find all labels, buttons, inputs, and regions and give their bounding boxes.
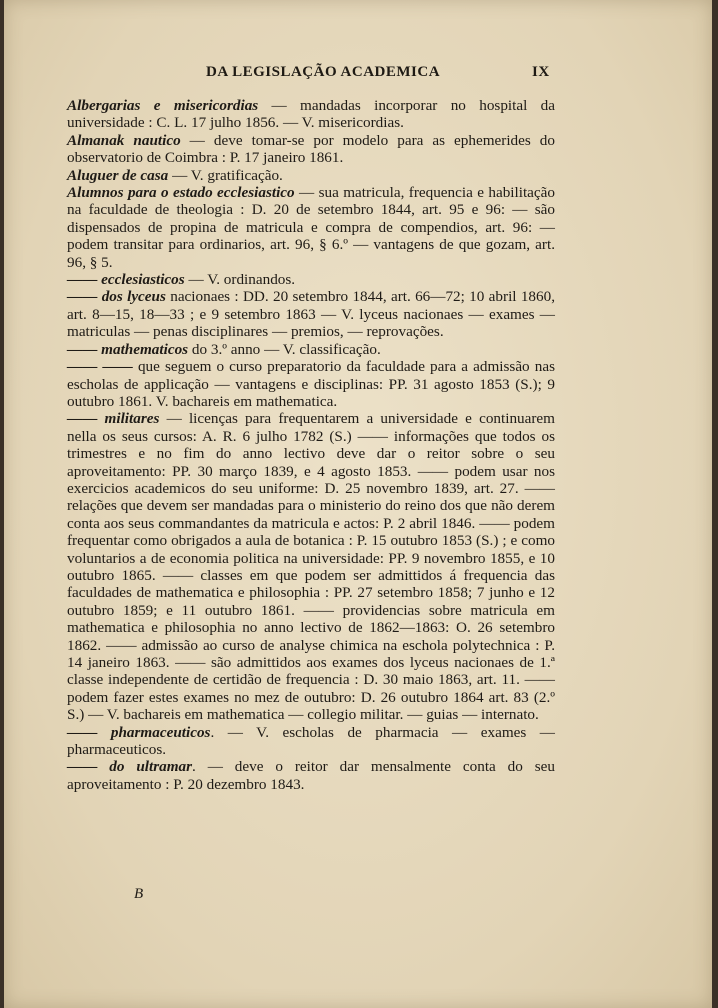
entry-text: nacionaes : DD. 20 setembro 1844, art. 66—72; 10 abril 1860, art. 8—15, 18—33 ; e 9 setembro 1863 — V. lyceus nacionaes — exames — matriculas — penas disciplinares — premios, — reprovações. [67, 288, 555, 341]
index-entry [67, 184, 555, 271]
index-entry [67, 97, 555, 132]
page-number: IX [532, 64, 550, 80]
entry-text: — sua matricula, frequencia e habilitação na faculdade de theologia : D. 20 de setembro 1844, art. 95 e 96: — são dispensados de propina de matricula e compra de compendios, art. 96: — podem transitar para ordinarios, art. 96, § 6.º — vantagens de que gozam, art. 96, § 5. [67, 184, 555, 271]
entry-text: — licenças para frequentarem a universidade e continuarem nella os seus cursos: A. R. 6 julho 1782 (S.) —— informações que todos os trimestres e no fim do anno lectivo deve dar o reitor sobre o seu aproveitamento: PP. 30 março 1839, e 4 agosto 1853. —— podem usar nos exercicios academicos do seu uniforme: D. 25 novembro 1839, art. 27. —— relações que devem ser mandadas para o ministerio do reino dos que não derem conta aos seus commandantes da matricula e actos: P. 2 abril 1846. —— podem frequentar como obrigados a aula de botanica : P. 15 outubro 1853 (S.) ; e como voluntarios a de economia politica na universidade: PP. 9 novembro 1855, e 10 outubro 1865. —— classes em que podem ser admittidos á frequencia das faculdades de mathematica e philosophia : PP. 27 setembro 1858; 7 junho e 12 outubro 1859; e 11 outubro 1861. —— providencias sobre matricula em mathematica e philosophia no anno lectivo de 1862—1863: O. 26 setembro 1862. —— admissão ao curso de analyse chimica na eschola polytechnica : P. 14 janeiro 1863. —— são admittidos aos exames dos lyceus nacionaes de 1.ª classe independente de certidão de frequencia : D. 30 maio 1863, art. 11. —— podem fazer estes exames no mez de outubro: D. 26 outubro 1864 art. 83 (2.º S.) — V. bachareis em mathematica — collegio militar. — guias — internato. [67, 410, 555, 724]
entry-text: — V. ordinandos. [184, 271, 296, 289]
entry-term: Aluguer de casa [67, 166, 169, 184]
index-entry [67, 358, 555, 410]
index-entry [67, 271, 555, 288]
index-entry [67, 167, 555, 184]
index-entry [67, 410, 555, 723]
entry-text: — mandadas incorporar no hospital da universidade : C. L. 17 julho 1856. — V. misericordias. [67, 97, 555, 132]
book-page [4, 0, 712, 1008]
index-entry [67, 724, 555, 759]
entry-term: —— dos lyceus [67, 288, 166, 306]
entry-text: — deve tomar-se por modelo para as ephemerides do observatorio de Coimbra : P. 17 janeiro 1861. [67, 131, 555, 167]
entry-term: —— —— [67, 358, 133, 376]
entry-text: . — V. escholas de pharmacia — exames — pharmaceuticos. [67, 723, 555, 759]
entry-term: Albergarias e misericordias [67, 97, 259, 114]
index-entry [67, 132, 555, 167]
entry-term: Almanak nautico [67, 131, 181, 149]
entry-term: —— ecclesiasticos [67, 271, 185, 289]
index-entry [67, 341, 555, 358]
entry-term: —— militares [67, 410, 160, 428]
entry-text: — V. gratificação. [168, 166, 283, 184]
entry-text: . — deve o reitor dar mensalmente conta do seu aproveitamento : P. 20 dezembro 1843. [67, 758, 555, 793]
entry-term: —— do ultramar [67, 758, 193, 776]
index-entry [67, 288, 555, 340]
index-entry [67, 758, 555, 793]
running-title: DA LEGISLAÇÃO ACADEMICA [206, 64, 441, 80]
signature-mark: B [134, 886, 144, 902]
entry-term: —— pharmaceuticos [67, 723, 211, 741]
running-header [4, 64, 712, 86]
entry-text: do 3.º anno — V. classificação. [188, 340, 381, 358]
index-entries [67, 97, 555, 793]
entry-term: —— mathematicos [67, 340, 189, 358]
entry-term: Alumnos para o estado ecclesiastico [67, 184, 295, 202]
entry-text: que seguem o curso preparatorio da faculdade para a admissão nas escholas de applicação — vantagens e disciplinas: PP. 31 agosto 1853 (S.); 9 outubro 1861. V. bachareis em mathematica. [67, 358, 555, 410]
